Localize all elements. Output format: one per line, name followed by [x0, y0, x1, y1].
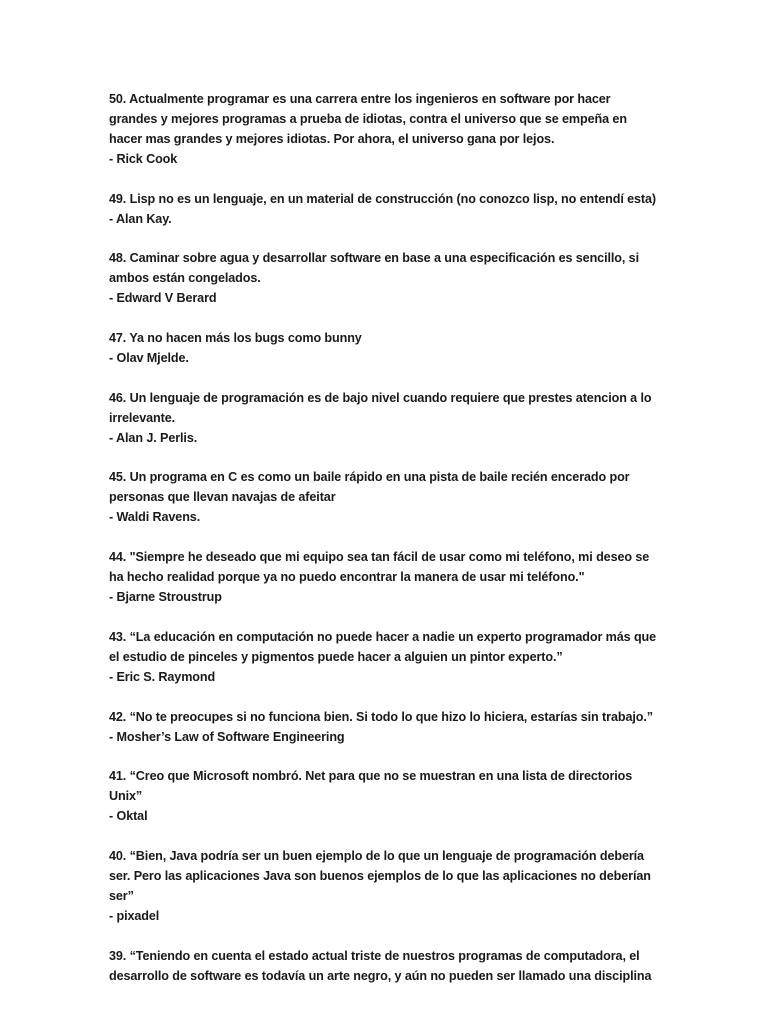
- quote-text-line: desarrollo de software es todavía un arte negro, y aún no pueden ser llamado una disciplina: [109, 968, 652, 983]
- quote-item: [109, 707, 665, 747]
- quote-item: [109, 467, 665, 527]
- quote-text-line: hacer mas grandes y mejores idiotas. Por ahora, el universo gana por lejos.: [109, 132, 555, 146]
- quote-item: [109, 189, 665, 229]
- quote-text-line: irrelevante.: [109, 410, 176, 425]
- quote-text-line: 42. “No te preocupes si no funciona bien. Si todo lo que hizo lo hiciera, estarías sin trabajo.”: [109, 709, 653, 724]
- quote-author: - Edward V Berard: [109, 291, 217, 306]
- quote-author: - Eric S. Raymond: [109, 669, 216, 684]
- quote-text-line: personas que llevan navajas de afeitar: [109, 490, 336, 505]
- quote-author: - Rick Cook: [109, 152, 178, 166]
- quote-author: - Waldi Ravens.: [109, 510, 201, 525]
- quote-author: - Olav Mjelde.: [109, 351, 189, 366]
- quote-author: - Alan Kay.: [109, 211, 172, 226]
- quote-text-line: ser. Pero las aplicaciones Java son buenos ejemplos de lo que las aplicaciones no deberían: [109, 868, 651, 883]
- quote-item: [109, 248, 665, 308]
- quote-item: [109, 766, 665, 826]
- quote-text-line: ha hecho realidad porque ya no puedo encontrar la manera de usar mi teléfono.": [109, 570, 585, 585]
- quote-item: [109, 547, 665, 607]
- quote-text-line: ser”: [109, 888, 134, 903]
- quote-text-line: 47. Ya no hacen más los bugs como bunny: [109, 331, 362, 346]
- quote-item: [109, 627, 665, 687]
- quote-text-line: 39. “Teniendo en cuenta el estado actual triste de nuestros programas de computadora, el: [109, 948, 640, 963]
- quote-item: [109, 328, 665, 368]
- quote-text-line: 41. “Creo que Microsoft nombró. Net para que no se muestran en una lista de directorios: [109, 769, 633, 784]
- quote-text-line: 46. Un lenguaje de programación es de bajo nivel cuando requiere que prestes atencion a lo: [109, 390, 652, 405]
- quote-text-line: 40. “Bien, Java podría ser un buen ejemplo de lo que un lenguaje de programación debería: [109, 848, 644, 863]
- quote-text-line: 48. Caminar sobre agua y desarrollar software en base a una especificación es sencillo, si: [109, 251, 639, 266]
- quote-item: [109, 89, 665, 169]
- quote-text-line: Unix”: [109, 789, 143, 804]
- quote-author: - Oktal: [109, 809, 148, 824]
- quote-text-line: grandes y mejores programas a prueba de idiotas, contra el universo que se empeña en: [109, 112, 627, 126]
- quote-text-line: ambos están congelados.: [109, 271, 261, 286]
- quote-text-line: 50. Actualmente programar es una carrera entre los ingenieros en software por hacer: [109, 92, 611, 106]
- quote-item: [109, 946, 665, 986]
- quote-text-line: 49. Lisp no es un lenguaje, en un material de construcción (no conozco lisp, no entendí esta): [109, 191, 657, 206]
- quote-author: - Bjarne Stroustrup: [109, 590, 222, 605]
- quote-text-line: 45. Un programa en C es como un baile rápido en una pista de baile recién encerado por: [109, 470, 630, 485]
- quote-item: [109, 846, 665, 926]
- quote-text-line: el estudio de pinceles y pigmentos puede hacer a alguien un pintor experto.”: [109, 649, 563, 664]
- quote-author: - Alan J. Perlis.: [109, 430, 198, 445]
- quote-list: [109, 89, 665, 1005]
- quote-text-line: 44. "Siempre he deseado que mi equipo sea tan fácil de usar como mi teléfono, mi deseo se: [109, 550, 650, 565]
- quote-text-line: 43. “La educación en computación no puede hacer a nadie un experto programador más que: [109, 629, 657, 644]
- quote-item: [109, 388, 665, 448]
- quote-author: - pixadel: [109, 908, 160, 923]
- quote-author: - Mosher’s Law of Software Engineering: [109, 729, 345, 744]
